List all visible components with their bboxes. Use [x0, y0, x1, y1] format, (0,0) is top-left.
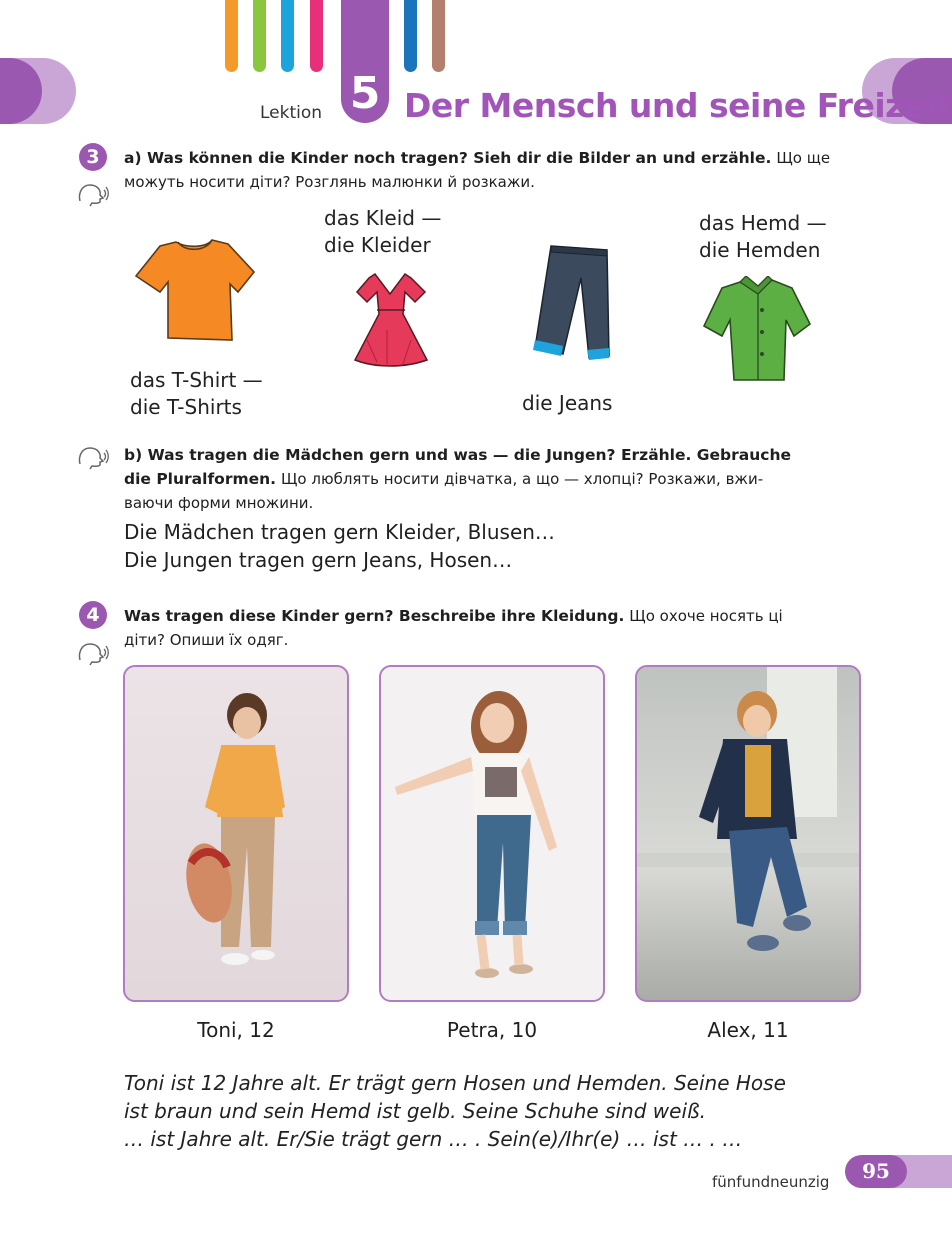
stripe-blue	[281, 0, 294, 72]
exercise-3a-instruction-de: a) Was können die Kinder noch tragen? Sieh dir die Bilder an und erzähle.	[124, 149, 772, 167]
caption-jeans-label: die Jeans	[522, 391, 613, 415]
exercise-3b-instruction-ua-1: Що люблять носити дівчатка, а що — хлопці? Розкажи, вжи-	[281, 470, 764, 488]
stripe-brown	[432, 0, 445, 72]
stripe-darkblue	[404, 0, 417, 72]
caption-t-shirt-singular: das T-Shirt —	[130, 368, 263, 392]
exercise-4-instruction-ua-2: діти? Опиши їх одяг.	[124, 631, 289, 649]
example-sentence-boys: Die Jungen tragen gern Jeans, Hosen…	[124, 548, 513, 572]
caption-dress	[324, 205, 441, 259]
caption-shirt-plural: die Hemden	[699, 238, 821, 262]
exercise-4-instruction	[124, 604, 862, 652]
exercise-3b-instruction-de-2: die Pluralformen.	[124, 470, 277, 488]
name-alex: Alex, 11	[707, 1018, 789, 1042]
jeans-icon	[527, 242, 617, 364]
page-number-word: fünfundneunzig	[712, 1173, 830, 1191]
boy-alex-illustration	[637, 667, 859, 1000]
speaking-head-icon	[76, 444, 110, 470]
stripe-green	[253, 0, 266, 72]
photo-petra	[379, 665, 605, 1002]
caption-jeans	[522, 390, 612, 417]
example-story-line-1: Toni ist 12 Jahre alt. Er trägt gern Hosen und Hemden. Seine Hose	[124, 1071, 786, 1095]
lesson-number: 5	[349, 68, 381, 119]
shirt-icon	[702, 276, 812, 384]
template-story-line: … ist Jahre alt. Er/Sie trägt gern … . Sein(e)/Ihr(e) … ist … . …	[124, 1127, 743, 1151]
photo-toni	[123, 665, 349, 1002]
exercise-3a-instruction-ua: Що ще можуть носити діти? Розглянь малюнки й розкажи.	[124, 149, 831, 191]
stripe-orange	[225, 0, 238, 72]
lektion-label: Lektion	[260, 103, 323, 123]
exercise-3-number: 3	[79, 143, 107, 171]
exercise-3b-instruction-ua-2: ваючи форми множини.	[124, 494, 314, 512]
speaking-head-icon	[76, 181, 110, 207]
caption-shirt-singular: das Hemd —	[699, 211, 827, 235]
caption-t-shirt	[130, 367, 263, 421]
exercise-3a-instruction	[124, 146, 862, 194]
page-title: Der Mensch und seine Freizeit	[404, 86, 952, 125]
caption-shirt	[699, 210, 827, 264]
example-sentence-girls: Die Mädchen tragen gern Kleider, Blusen…	[124, 520, 555, 544]
page-number: 95	[845, 1155, 907, 1188]
exercise-3b-instruction	[124, 443, 862, 515]
name-toni: Toni, 12	[197, 1018, 275, 1042]
photo-alex	[635, 665, 861, 1002]
stripe-pink	[310, 0, 323, 72]
boy-toni-illustration	[125, 667, 347, 1000]
name-petra: Petra, 10	[446, 1018, 538, 1042]
exercise-3b-instruction-de-1: b) Was tragen die Mädchen gern und was — die Jungen? Erzähle. Gebrauche	[124, 446, 791, 464]
girl-petra-illustration	[381, 667, 603, 1000]
t-shirt-icon	[134, 234, 256, 346]
exercise-4-number: 4	[79, 601, 107, 629]
caption-dress-singular: das Kleid —	[324, 206, 442, 230]
caption-dress-plural: die Kleider	[324, 233, 431, 257]
example-story-line-2: ist braun und sein Hemd ist gelb. Seine Schuhe sind weiß.	[124, 1099, 706, 1123]
exercise-4-instruction-de: Was tragen diese Kinder gern? Beschreibe ihre Kleidung.	[124, 607, 625, 625]
exercise-4-instruction-ua-1: Що охоче носять ці	[629, 607, 783, 625]
speaking-head-icon	[76, 640, 110, 666]
caption-t-shirt-plural: die T-Shirts	[130, 395, 242, 419]
dress-icon	[347, 270, 433, 370]
